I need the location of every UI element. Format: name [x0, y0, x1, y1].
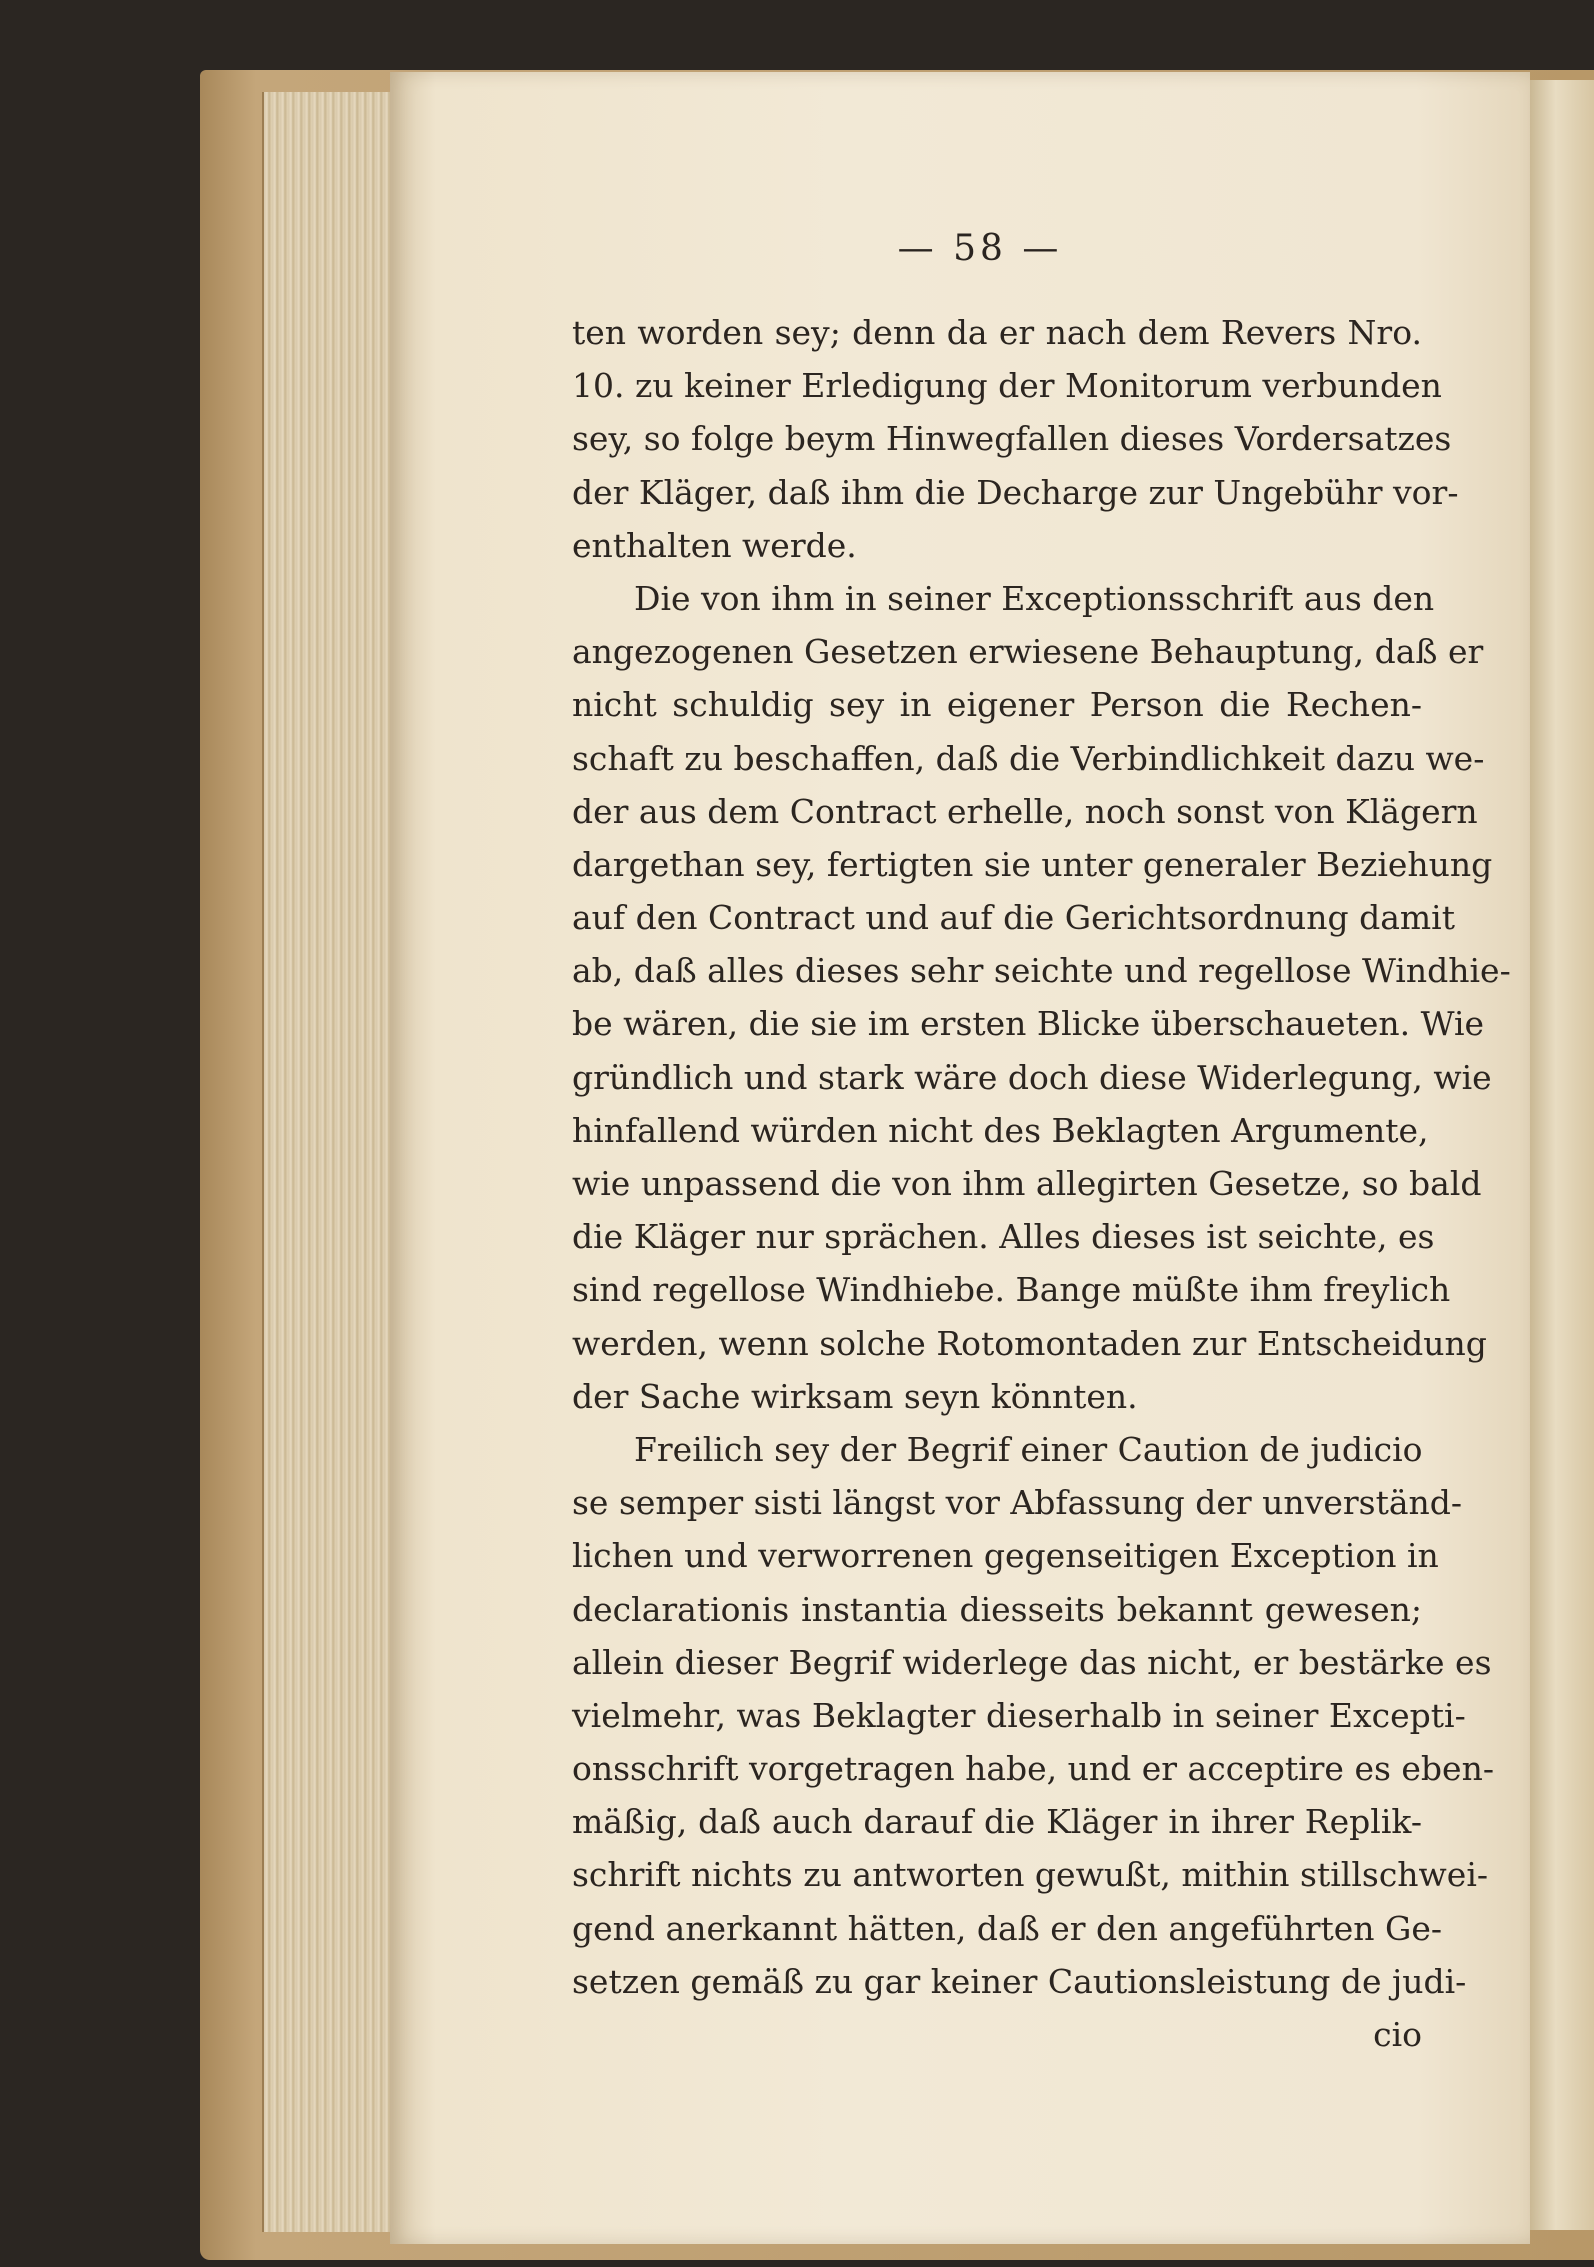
- text-line: Die von ihm in seiner Exceptionsschrift aus den: [634, 578, 1435, 618]
- facing-page-edge: [1530, 80, 1594, 2230]
- text-line: allein dieser Begrif widerlege das nicht, er bestärke es: [572, 1642, 1492, 1682]
- page-edges: [262, 92, 394, 2232]
- text-line: der aus dem Contract erhelle, noch sonst von Klägern: [572, 791, 1478, 831]
- text-line: 10. zu keiner Erledigung der Monitorum verbunden: [572, 366, 1442, 406]
- text-line: lichen und verworrenen gegenseitigen Exception in: [572, 1536, 1439, 1576]
- text-line: nicht schuldig sey in eigener Person die Rechen-: [572, 685, 1422, 725]
- text-line: setzen gemäß zu gar keiner Cautionsleistung de judi-: [572, 1961, 1467, 2001]
- catchword: cio: [1373, 2015, 1422, 2054]
- text-line: ten worden sey; denn da er nach dem Revers Nro.: [572, 313, 1422, 352]
- text-line: sey, so folge beym Hinwegfallen dieses Vordersatzes: [572, 419, 1452, 459]
- text-line: werden, wenn solche Rotomontaden zur Entscheidung: [572, 1323, 1487, 1363]
- text-line: mäßig, daß auch darauf die Kläger in ihrer Replik-: [572, 1802, 1422, 1842]
- page-number: — 58 —: [897, 228, 1063, 269]
- text-line: gend anerkannt hätten, daß er den angeführten Ge-: [572, 1908, 1443, 1948]
- text-line: be wären, die sie im ersten Blicke überschaueten. Wie: [572, 1004, 1485, 1044]
- text-line: se semper sisti längst vor Abfassung der unverständ-: [572, 1483, 1463, 1523]
- text-line: der Kläger, daß ihm die Decharge zur Ungebühr vor-: [572, 472, 1459, 512]
- text-line: wie unpassend die von ihm allegirten Gesetze, so bald: [572, 1164, 1482, 1203]
- text-line: enthalten werde.: [572, 525, 857, 565]
- text-line: declarationis instantia diesseits bekannt gewesen;: [572, 1589, 1422, 1629]
- text-line: gründlich und stark wäre doch diese Widerlegung, wie: [572, 1057, 1492, 1097]
- text-line: auf den Contract und auf die Gerichtsordnung damit: [572, 898, 1455, 938]
- text-line: der Sache wirksam seyn könnten.: [572, 1376, 1138, 1416]
- text-line: hinfallend würden nicht des Beklagten Argumente,: [572, 1110, 1429, 1150]
- text-line: schaft zu beschaffen, daß die Verbindlichkeit dazu we-: [572, 738, 1485, 778]
- text-line: angezogenen Gesetzen erwiesene Behauptung, daß er: [572, 632, 1484, 672]
- text-line: onsschrift vorgetragen habe, und er acceptire es eben-: [572, 1749, 1494, 1789]
- text-line: dargethan sey, fertigten sie unter generaler Beziehung: [572, 844, 1493, 884]
- text-line: sind regellose Windhiebe. Bange müßte ihm freylich: [572, 1270, 1451, 1310]
- body-text: [572, 306, 1511, 2061]
- text-line: Freilich sey der Begrif einer Caution de judicio: [634, 1429, 1423, 1469]
- text-line: schrift nichts zu antworten gewußt, mithin stillschwei-: [572, 1855, 1489, 1895]
- text-line: ab, daß alles dieses sehr seichte und regellose Windhie-: [572, 951, 1511, 991]
- text-line: vielmehr, was Beklagter dieserhalb in seiner Excepti-: [572, 1695, 1466, 1735]
- text-line: die Kläger nur sprächen. Alles dieses ist seichte, es: [572, 1217, 1435, 1257]
